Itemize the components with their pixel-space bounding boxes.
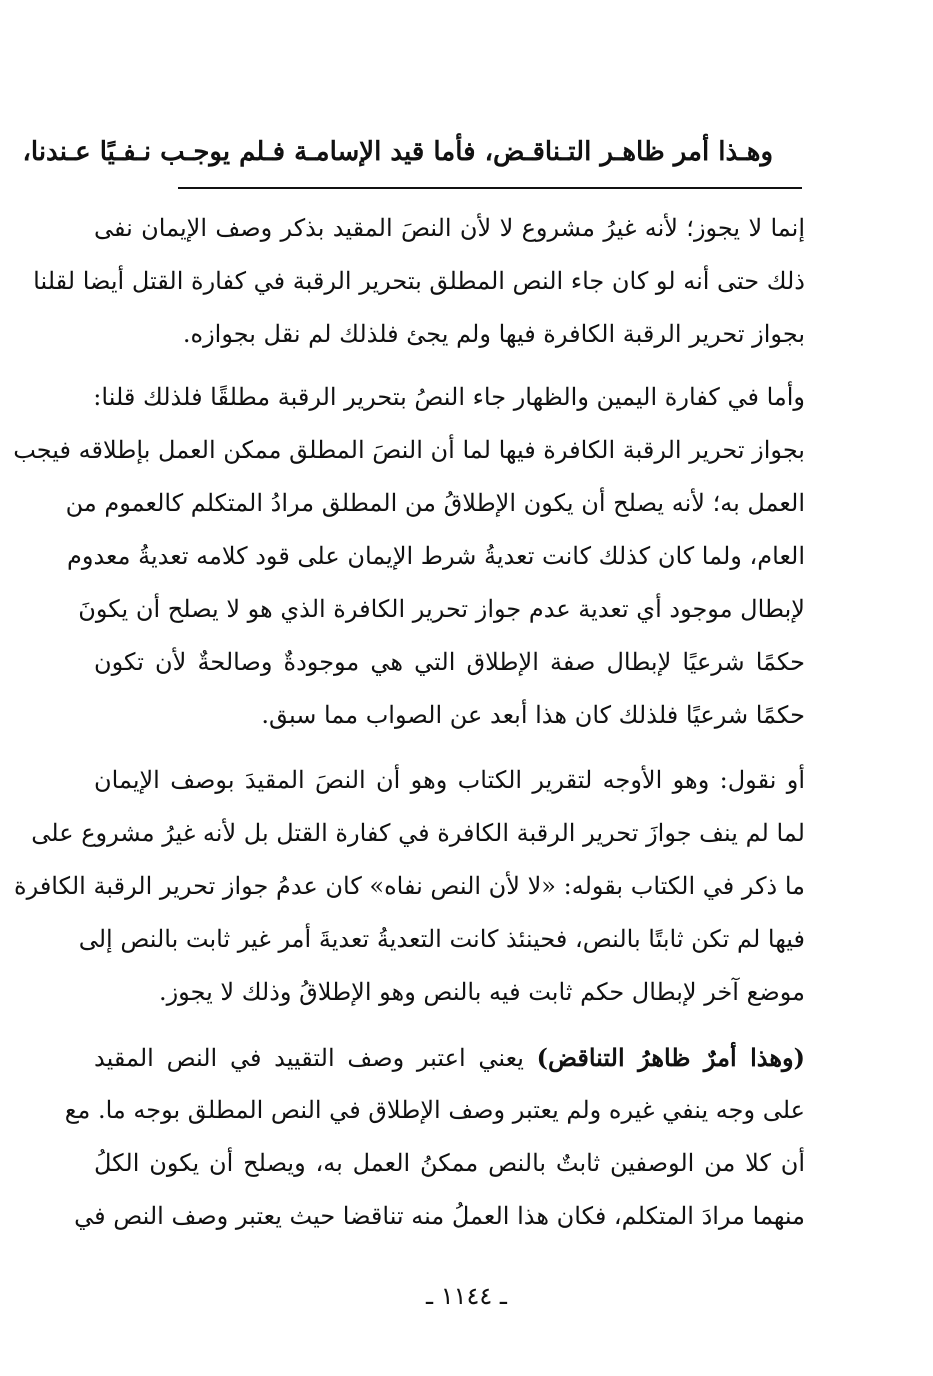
text-line: لإبطال موجود أي تعدية عدم جواز تحرير الكافرة الذي هو لا يصلح أن يكونَ (78, 595, 805, 623)
page-body (13, 202, 806, 1243)
text-line: وأما في كفارة اليمين والظهار جاء النصُ بتحرير الرقبة مطلقًا فلذلك قلنا: (93, 383, 805, 411)
text-line: العام، ولما كان كذلك كانت تعديةُ شرط الإيمان على قود كلامه تعديةُ معدوم (67, 542, 805, 570)
text-line: إنما لا يجوز؛ لأنه غيرُ مشروع لا لأن النصَ المقيد بذكر وصف الإيمان نفى (94, 214, 805, 242)
running-header: وهـذا أمر ظاهـر التـناقـض، فأما قيد الإسامـة فـلم يوجـب نـفـيًا عـندنا، (22, 137, 773, 167)
text-line: لما لم ينف جوازَ تحرير الرقبة الكافرة في كفارة القتل بل لأنه غيرُ مشروع على (31, 819, 805, 847)
text-line: منهما مرادَ المتكلم، فكان هذا العملُ منه تناقضا حيث يعتبر وصف النص في (74, 1202, 805, 1230)
paragraph-3 (14, 754, 806, 1019)
text-line: بجواز تحرير الرقبة الكافرة فيها لما أن النصَ المطلق ممكن العمل بإطلاقه فيجب (13, 436, 805, 464)
quoted-matn-phrase: (وهذا أمرٌ ظاهرُ التناقض) (536, 1043, 805, 1072)
text-line: ذلك حتى أنه لو كان جاء النص المطلق بتحرير الرقبة في كفارة القتل أيضا لقلنا (33, 267, 805, 295)
paragraph-2 (13, 371, 805, 742)
paragraph-1 (33, 202, 805, 361)
text-line: أن كلا من الوصفين ثابتٌ بالنص ممكنُ العمل به، ويصلح أن يكون الكلُ (94, 1149, 805, 1177)
text-line: فيها لم تكن ثابتًا بالنص، فحينئذ كانت التعديةُ تعديةَ أمر غير ثابت بالنص إلى (78, 925, 805, 953)
page-number: ـ ١١٤٤ ـ (426, 1282, 507, 1310)
text-line: العمل به؛ لأنه يصلح أن يكون الإطلاقُ من المطلق مرادُ المتكلم كالعموم من (65, 489, 805, 517)
text-line (94, 1031, 805, 1084)
text-line: حكمًا شرعيًا فلذلك كان هذا أبعد عن الصواب مما سبق. (261, 701, 805, 729)
paragraph-4 (64, 1031, 805, 1243)
text-line: على وجه ينفي غيره ولم يعتبر وصف الإطلاق في النص المطلق بوجه ما. مع (64, 1096, 805, 1124)
header-divider (178, 187, 802, 189)
text-line: حكمًا شرعيًا لإبطال صفة الإطلاق التي هي موجودةٌ وصالحةٌ لأن تكون (94, 648, 805, 676)
text-line: موضع آخر لإبطال حكم ثابت فيه بالنص وهو الإطلاقُ وذلك لا يجوز. (158, 978, 805, 1006)
text-line-rest: يعني اعتبر وصف التقييد في النص المقيد (94, 1044, 537, 1072)
text-line: ما ذكر في الكتاب بقوله: «لا لأن النص نفاه» كان عدمُ جواز تحرير الرقبة الكافرة (14, 872, 805, 900)
text-line: أو نقول: وهو الأوجه لتقرير الكتاب وهو أن النصَ المقيدَ بوصف الإيمان (94, 766, 806, 794)
text-line: بجواز تحرير الرقبة الكافرة فيها ولم يجئ فلذلك لم نقل بجوازه. (182, 320, 805, 348)
